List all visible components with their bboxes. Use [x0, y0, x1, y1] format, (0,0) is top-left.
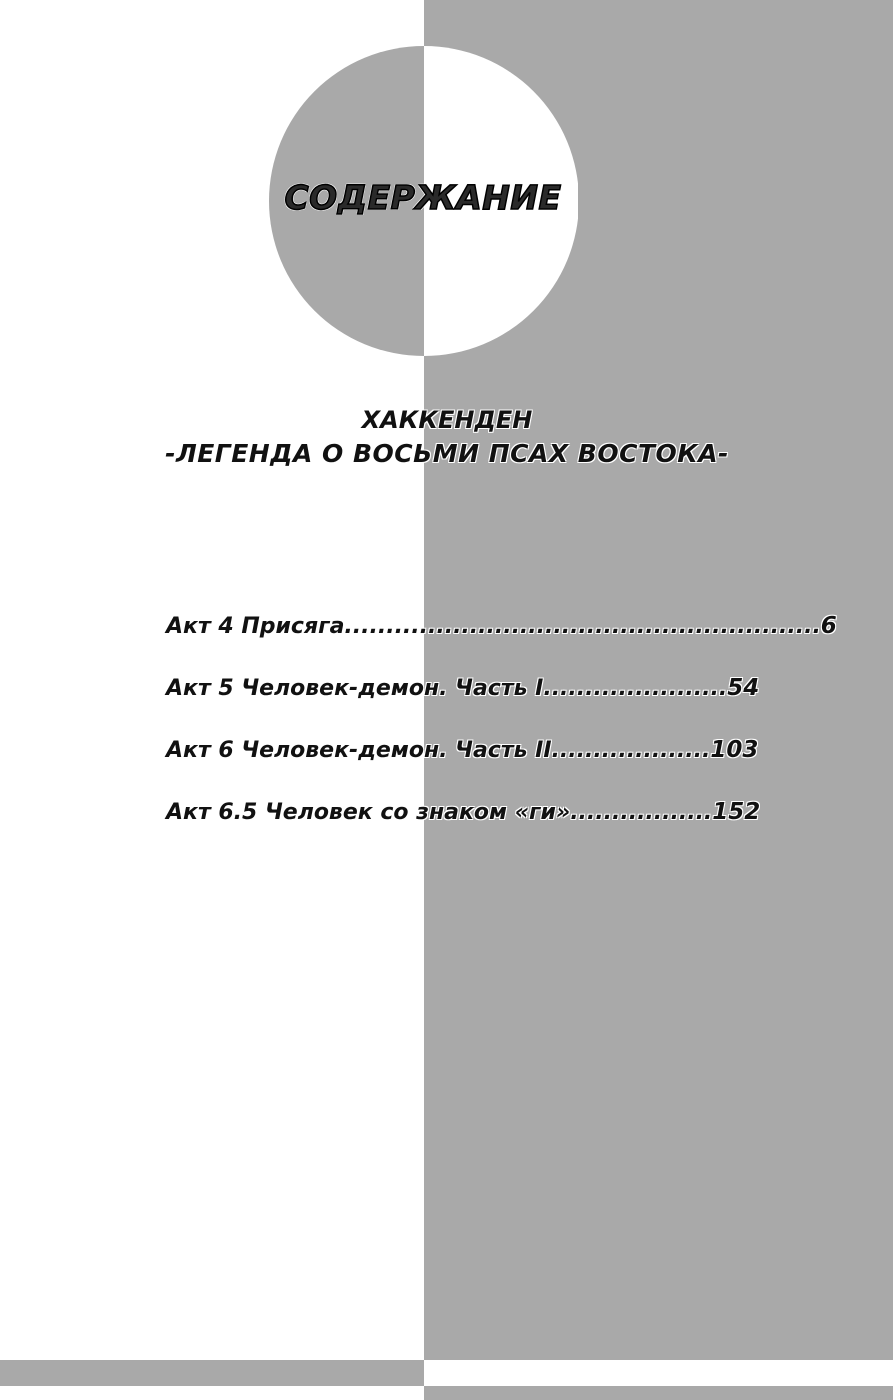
bottom-band-left-gray — [0, 1360, 424, 1386]
toc-entry-page: 152 — [712, 799, 761, 825]
toc-entry[interactable] — [166, 639, 766, 701]
toc-entry-label: Акт 6 Человек-демон. Часть II — [166, 738, 552, 763]
toc-entry-leader: ...................... — [543, 676, 728, 701]
toc-entry-label: Акт 4 Присяга — [166, 614, 345, 639]
toc-entry-page: 103 — [710, 737, 759, 763]
bottom-band-under-left-white — [0, 1386, 424, 1400]
toc-entry[interactable] — [166, 701, 766, 763]
toc-entry-leader: ................... — [551, 738, 711, 763]
bottom-band-right-white — [424, 1360, 893, 1386]
toc-entry-label: Акт 5 Человек-демон. Часть I — [166, 676, 544, 701]
toc-entry-leader: ................. — [570, 800, 713, 825]
toc-entry-label: Акт 6.5 Человек со знаком «ги» — [166, 800, 571, 825]
bottom-band-under-right-gray — [424, 1386, 893, 1400]
series-title-line1: ХАККЕНДЕН — [361, 406, 533, 434]
toc-entry-page: 6 — [820, 613, 837, 639]
page-title: СОДЕРЖАНИЕ — [284, 178, 562, 217]
toc-entry-page: 54 — [727, 675, 760, 701]
bottom-checker-band — [0, 1354, 893, 1400]
table-of-contents — [166, 577, 837, 825]
series-title — [60, 403, 834, 471]
toc-entry[interactable] — [166, 763, 766, 825]
series-subtitle-line2: -ЛЕГЕНДА О ВОСЬМИ ПСАХ ВОСТОКА- — [165, 439, 729, 468]
toc-entry-leader: ......................................................... — [344, 614, 821, 639]
toc-entry[interactable] — [166, 577, 837, 639]
